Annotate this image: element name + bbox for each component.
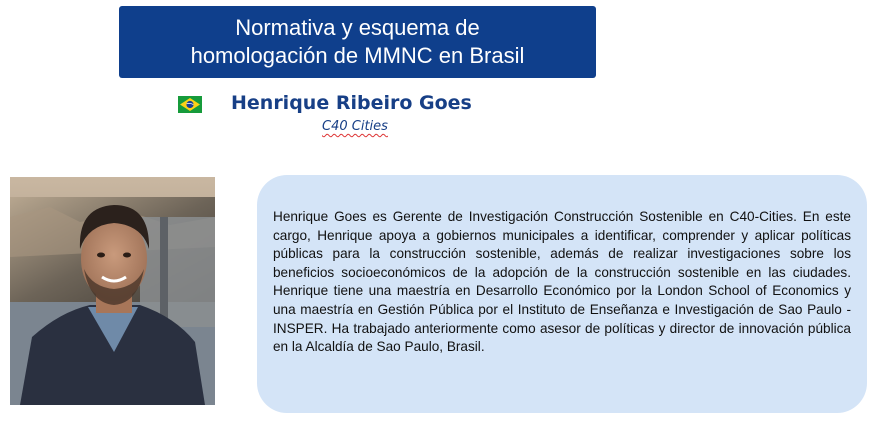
title-line-1: Normativa y esquema de xyxy=(235,15,480,40)
speaker-name: Henrique Ribeiro Goes xyxy=(231,92,472,114)
brazil-flag-icon xyxy=(178,96,202,113)
title-line-2: homologación de MMNC en Brasil xyxy=(190,43,525,68)
organization-label: C40 Cities xyxy=(322,119,388,134)
title-banner xyxy=(119,6,596,78)
bio-text: Henrique Goes es Gerente de Investigación Construcción Sostenible en C40-Cities. En este cargo, Henrique apoya a gobiernos municipales a identificar, comprender y aplicar políticas públicas para la construcción sostenible, además de realizar investigaciones sobre los beneficios socioeconómicos de la adopción de la construcción sostenible en las ciudades. Henrique tiene una maestría en Desarrollo Económico por la London School of Economics y una maestría en Gestión Pública por el Instituto de Enseñanza e Investigación de Sao Paulo - INSPER. Ha trabajado anteriormente como asesor de políticas y director de innovación pública en la Alcaldía de Sao Paulo, Brasil. xyxy=(273,209,851,355)
speaker-organization xyxy=(322,119,388,134)
speaker-photo xyxy=(10,177,215,405)
